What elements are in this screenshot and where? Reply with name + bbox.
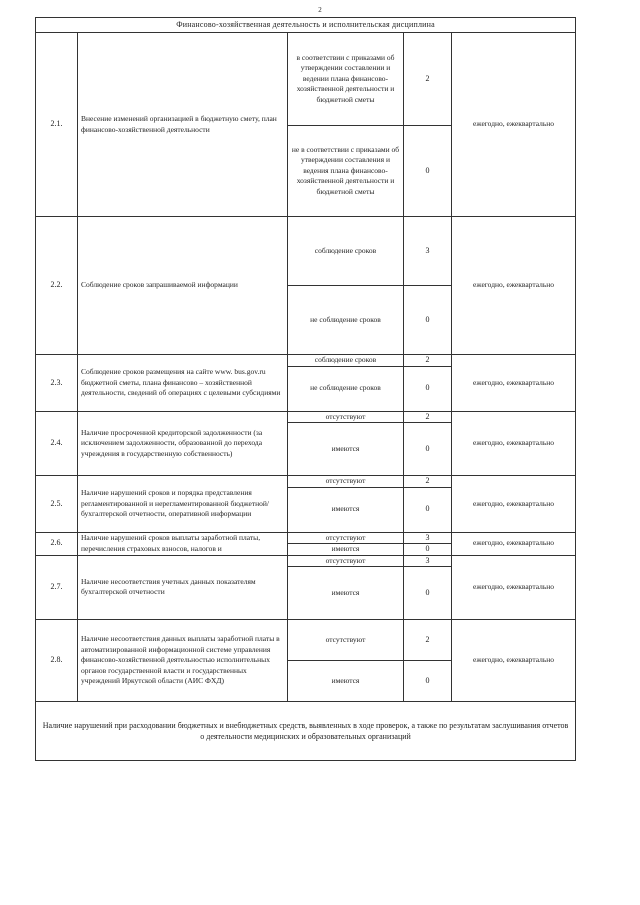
footer-note: Наличие нарушений при расходовании бюджетных и внебюджетных средств, выявленных в ходе проверок, а также по результатам заслушивания отчетов о деятельности медицинских и образовательных организаций (36, 702, 576, 761)
frequency-cell: ежегодно, ежеквартально (452, 532, 576, 555)
frequency-cell: ежегодно, ежеквартально (452, 355, 576, 412)
table-row (36, 620, 576, 661)
score-cell: 0 (404, 661, 452, 702)
table-row (36, 355, 576, 367)
score-cell: 0 (404, 366, 452, 411)
score-cell: 3 (404, 555, 452, 567)
score-cell: 3 (404, 532, 452, 544)
table-row (36, 476, 576, 488)
criterion-cell: отсутствуют (288, 620, 404, 661)
row-number: 2.2. (36, 217, 78, 355)
score-cell: 2 (404, 620, 452, 661)
criterion-cell: отсутствуют (288, 532, 404, 544)
indicator-description: Наличие просроченной кредиторской задолженности (за исключением задолженности, образованной до перехода учреждения в государственную собственность) (78, 411, 288, 476)
row-number: 2.4. (36, 411, 78, 476)
indicator-description: Соблюдение сроков запрашиваемой информации (78, 217, 288, 355)
score-cell: 0 (404, 487, 452, 532)
criterion-cell: отсутствуют (288, 411, 404, 423)
frequency-cell: ежегодно, ежеквартально (452, 620, 576, 702)
indicator-description: Наличие несоответствия учетных данных показателям бухгалтерской отчетности (78, 555, 288, 620)
frequency-cell: ежегодно, ежеквартально (452, 217, 576, 355)
score-cell: 2 (404, 33, 452, 126)
score-cell: 0 (404, 423, 452, 476)
score-cell: 2 (404, 411, 452, 423)
score-cell: 2 (404, 476, 452, 488)
section-header-row (36, 18, 576, 33)
score-cell: 3 (404, 217, 452, 286)
score-cell: 0 (404, 126, 452, 217)
indicator-description: Наличие нарушений сроков и порядка представления регламентированной и нерегламентированной бюджетной/бухгалтерской отчетности, оперативной информации (78, 476, 288, 533)
footer-row (36, 702, 576, 761)
indicator-description: Наличие нарушений сроков выплаты заработной платы, перечисления страховых взносов, налогов и (78, 532, 288, 555)
document-body (35, 17, 575, 761)
criterion-cell: имеются (288, 487, 404, 532)
frequency-cell: ежегодно, ежеквартально (452, 555, 576, 620)
section-title: Финансово-хозяйственная деятельность и исполнительская дисциплина (36, 18, 576, 33)
criterion-cell: имеются (288, 567, 404, 620)
row-number: 2.7. (36, 555, 78, 620)
row-number: 2.6. (36, 532, 78, 555)
table-row (36, 532, 576, 544)
table-row (36, 217, 576, 286)
score-cell: 0 (404, 286, 452, 355)
table-row (36, 411, 576, 423)
score-cell: 2 (404, 355, 452, 367)
row-number: 2.3. (36, 355, 78, 412)
criterion-cell: в соответствии с приказами об утверждении составлении и ведении плана финансово-хозяйственной деятельности и бюджетной сметы (288, 33, 404, 126)
indicator-description: Наличие несоответствия данных выплаты заработной платы в автоматизированной информационной системе управления финансово-хозяйственной деятельностью исполнительных органов государственной власти и государственных учреждений Иркутской области (АИС ФХД) (78, 620, 288, 702)
frequency-cell: ежегодно, ежеквартально (452, 33, 576, 217)
table-row (36, 33, 576, 126)
row-number: 2.1. (36, 33, 78, 217)
criterion-cell: имеются (288, 661, 404, 702)
criterion-cell: не в соответствии с приказами об утверждении составления и ведения плана финансово-хозяйственной деятельности и бюджетной сметы (288, 126, 404, 217)
criteria-table (35, 17, 576, 761)
row-number: 2.8. (36, 620, 78, 702)
page-number: 2 (318, 6, 322, 14)
indicator-description: Соблюдение сроков размещения на сайте www. bus.gov.ru бюджетной сметы, плана финансово – хозяйственной деятельности, сведений об операциях с целевыми субсидиями (78, 355, 288, 412)
row-number: 2.5. (36, 476, 78, 533)
table-row (36, 555, 576, 567)
frequency-cell: ежегодно, ежеквартально (452, 411, 576, 476)
score-cell: 0 (404, 567, 452, 620)
criterion-cell: имеются (288, 544, 404, 556)
criterion-cell: соблюдение сроков (288, 355, 404, 367)
criterion-cell: не соблюдение сроков (288, 286, 404, 355)
criterion-cell: отсутствуют (288, 476, 404, 488)
criterion-cell: не соблюдение сроков (288, 366, 404, 411)
frequency-cell: ежегодно, ежеквартально (452, 476, 576, 533)
criterion-cell: отсутствуют (288, 555, 404, 567)
indicator-description: Внесение изменений организацией в бюджетную смету, план финансово-хозяйственной деятельности (78, 33, 288, 217)
score-cell: 0 (404, 544, 452, 556)
criterion-cell: соблюдение сроков (288, 217, 404, 286)
criterion-cell: имеются (288, 423, 404, 476)
